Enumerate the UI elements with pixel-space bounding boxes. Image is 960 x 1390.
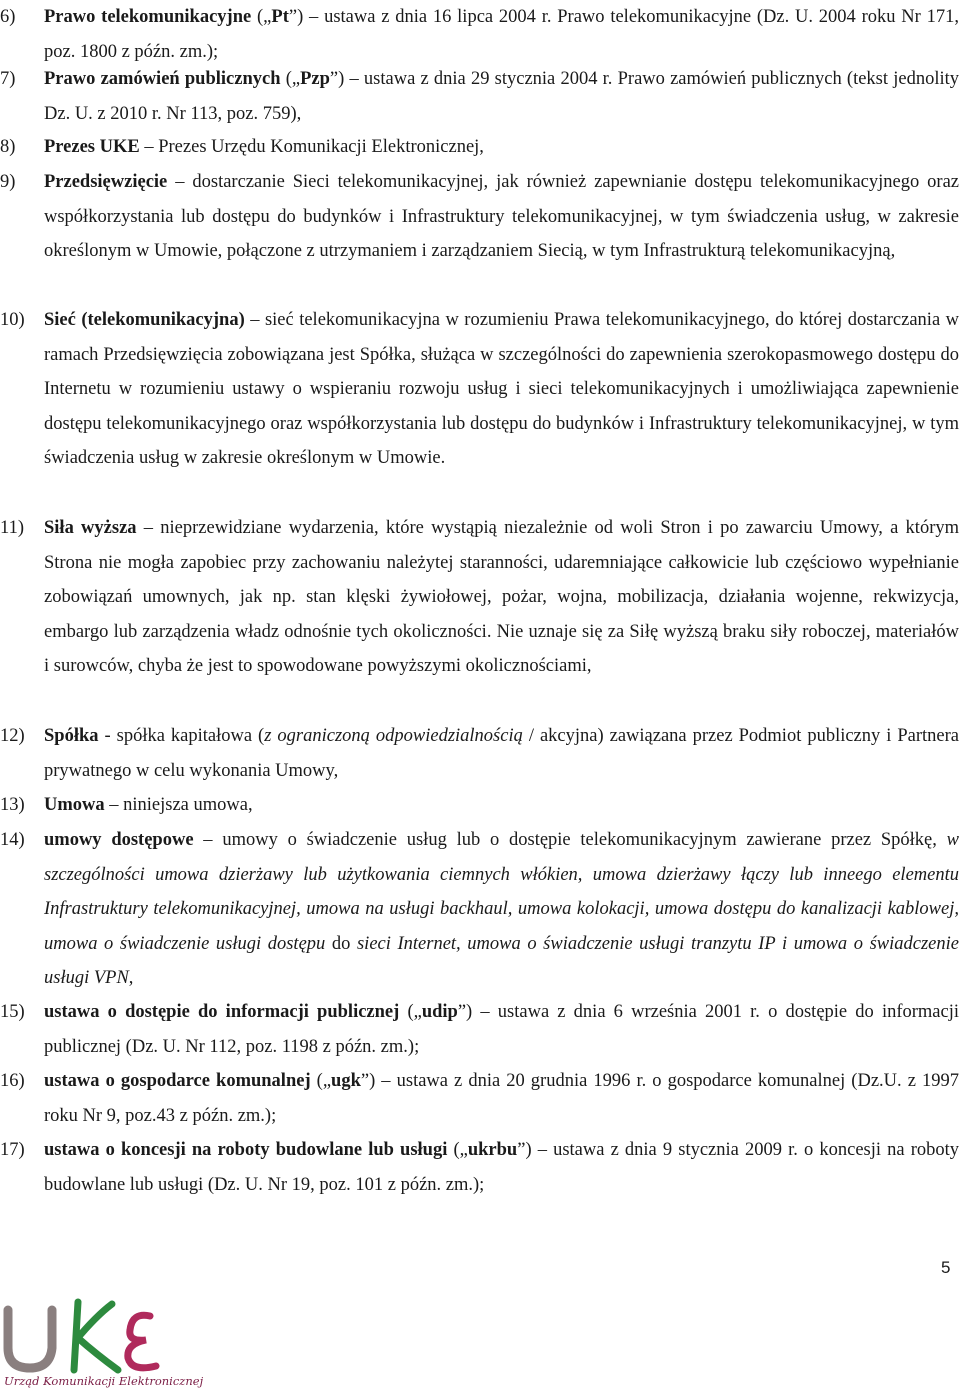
defined-term: Pzp — [300, 69, 330, 89]
definition-text: ”) – ustawa z dnia 6 września 2001 r. o dostępie do informacji publicznej (Dz. U. Nr 112, poz. 1198 z późn. zm.); — [44, 1002, 959, 1057]
logo-letter-k — [74, 1302, 118, 1370]
definition-text: - spółka kapitałowa ( — [98, 726, 265, 746]
definition-text: , — [128, 968, 134, 988]
defined-term: Umowa — [44, 795, 105, 815]
logo-letter-u — [8, 1310, 52, 1368]
item-number: 12) — [0, 726, 25, 746]
definition-text: ”) – ustawa z dnia 16 lipca 2004 r. Prawo telekomunikacyjne (Dz. U. 2004 roku Nr 171, poz. 1800 z późn. zm.); — [44, 7, 959, 62]
item-number: 7) — [0, 69, 16, 89]
item-number: 9) — [0, 172, 16, 192]
uke-logo — [0, 1296, 204, 1390]
defined-term: ugk — [331, 1071, 361, 1091]
logo-caption: Urząd Komunikacji Elektronicznej — [4, 1374, 204, 1388]
definition-item-8 — [0, 130, 960, 165]
definition-item-14 — [0, 823, 960, 996]
item-text — [44, 1064, 959, 1133]
definition-item-12 — [0, 719, 960, 788]
defined-term: Przedsięwzięcie — [44, 172, 168, 192]
italic-text: w szczególności umowa dzierżawy lub użytkowania ciemnych włókien, umowa dzierżawy łączy lub inneego elementu Infrastruktury telekomunikacyjnej, umowa na usługi backhaul, umowa kolokacji, umowa dostępu do kanalizacji kablowej, umowa o świadczenie usługi dostępu — [44, 830, 959, 954]
item-number: 11) — [0, 518, 24, 538]
defined-term: ustawa o koncesji na roboty budowlane lub usługi — [44, 1140, 448, 1160]
definition-text: („ — [447, 1140, 468, 1160]
defined-term: Prawo zamówień publicznych — [44, 69, 281, 89]
definition-text: ”) – ustawa z dnia 29 stycznia 2004 r. Prawo zamówień publicznych (tekst jednolity Dz. U. z 2010 r. Nr 113, poz. 759), — [44, 69, 959, 124]
definition-text: („ — [399, 1002, 422, 1022]
item-text — [44, 303, 959, 476]
definition-text: – sieć telekomunikacyjna w rozumieniu Prawa telekomunikacyjnego, do której dostarczania w ramach Przedsięwzięcia zobowiązana jest Spółka, służąca w szczególności do zapewnienia szerokopasmowego dostępu do Internetu w rozumieniu ustawy o wspieraniu rozwoju usług i sieci telekomunikacyjnych i umożliwiająca zapewnienie dostępu telekomunikacyjnego oraz współkorzystania lub dostępu do budynków i Infrastruktury telekomunikacyjnej, w tym świadczenia usług w zakresie określonym w Umowie. — [44, 310, 959, 468]
definition-item-11 — [0, 511, 960, 684]
definition-text: („ — [310, 1071, 332, 1091]
defined-term: ustawa o gospodarce komunalnej — [44, 1071, 311, 1091]
definition-text: ”) – ustawa z dnia 20 grudnia 1996 r. o gospodarce komunalnej (Dz.U. z 1997 roku Nr 9, poz.43 z późn. zm.); — [44, 1071, 959, 1126]
definition-text: – umowy o świadczenie usług lub o dostępie telekomunikacyjnym zawierane przez Spółkę, — [193, 830, 947, 850]
definition-text: / akcyjna) zawiązana przez Podmiot publiczny i Partnera prywatnego w celu wykonania Umowy, — [44, 726, 960, 781]
item-number: 13) — [0, 795, 25, 815]
defined-term: Pt — [271, 7, 289, 27]
definition-item-9 — [0, 165, 960, 269]
item-number: 8) — [0, 137, 16, 157]
defined-term: ukrbu — [467, 1140, 518, 1160]
item-number: 16) — [0, 1071, 25, 1091]
definition-text: – Prezes Urzędu Komunikacji Elektronicznej, — [139, 137, 484, 157]
item-number: 17) — [0, 1140, 25, 1160]
item-text — [44, 1133, 959, 1202]
defined-term: Sieć (telekomunikacyjna) — [44, 310, 245, 330]
definition-text: („ — [280, 69, 301, 89]
item-text — [44, 165, 959, 269]
definition-item-16 — [0, 1064, 960, 1133]
definition-item-10 — [0, 303, 960, 476]
defined-term: udip — [421, 1002, 458, 1022]
italic-text: z ograniczoną odpowiedzialnością — [264, 726, 523, 746]
definition-item-6 — [0, 0, 960, 69]
uke-logo-icon — [0, 1296, 190, 1376]
item-text — [44, 719, 959, 788]
defined-term: ustawa o dostępie do informacji publicznej — [44, 1002, 400, 1022]
item-text — [44, 62, 959, 131]
definition-item-7 — [0, 62, 960, 131]
defined-term: umowy dostępowe — [44, 830, 194, 850]
definition-text: ”) – ustawa z dnia 9 stycznia 2009 r. o koncesji na roboty budowlane lub usługi (Dz. U. Nr 19, poz. 101 z późn. zm.); — [44, 1140, 960, 1195]
definition-text: – niniejsza umowa, — [104, 795, 253, 815]
page-number: 5 — [941, 1258, 951, 1277]
italic-text: sieci Internet, umowa o świadczenie usługi tranzytu IP i umowa o świadczenie usługi VPN — [44, 933, 959, 988]
item-text — [44, 995, 959, 1064]
definition-item-13 — [0, 788, 960, 823]
defined-term: Siła wyższa — [44, 518, 137, 538]
item-number: 10) — [0, 310, 25, 330]
logo-letter-e — [128, 1315, 156, 1368]
definition-item-15 — [0, 995, 960, 1064]
item-number: 14) — [0, 830, 25, 850]
definition-text: („ — [251, 7, 272, 27]
defined-term: Prezes UKE — [44, 137, 140, 157]
item-text — [44, 511, 959, 684]
definition-text: do — [325, 933, 357, 954]
item-text — [44, 823, 959, 996]
definition-text: – nieprzewidziane wydarzenia, które wystąpią niezależnie od woli Stron i po zawarciu Umowy, a którym Strona nie mogła zapobiec przy zachowaniu należytej staranności, udaremniające całkowicie lub częściowo wypełnianie zobowiązań umownych, jak np. stan klęski żywiołowej, pożar, wojna, mobilizacja, działania wojenne, rekwizycja, embargo lub zarządzenia władz odnośnie tych okoliczności. Nie uznaje się za Siłę wyższą braku siły roboczej, materiałów i surowców, chyba że jest to spowodowane powyższymi okolicznościami, — [44, 518, 959, 676]
item-text — [44, 0, 959, 69]
item-text — [44, 130, 959, 165]
item-number: 15) — [0, 1002, 25, 1022]
defined-term: Prawo telekomunikacyjne — [44, 7, 252, 27]
definition-item-17 — [0, 1133, 960, 1202]
item-number: 6) — [0, 7, 16, 27]
defined-term: Spółka — [44, 726, 99, 746]
item-text — [44, 788, 959, 823]
definition-text: – dostarczanie Sieci telekomunikacyjnej, jak również zapewnianie dostępu telekomunikacyjnego oraz współkorzystania lub dostępu do budynków i Infrastruktury telekomunikacyjnej, w tym świadczenia usług, w zakresie określonym w Umowie, połączone z utrzymaniem i zarządzaniem Siecią, w tym Infrastrukturą telekomunikacyjną, — [44, 172, 959, 261]
